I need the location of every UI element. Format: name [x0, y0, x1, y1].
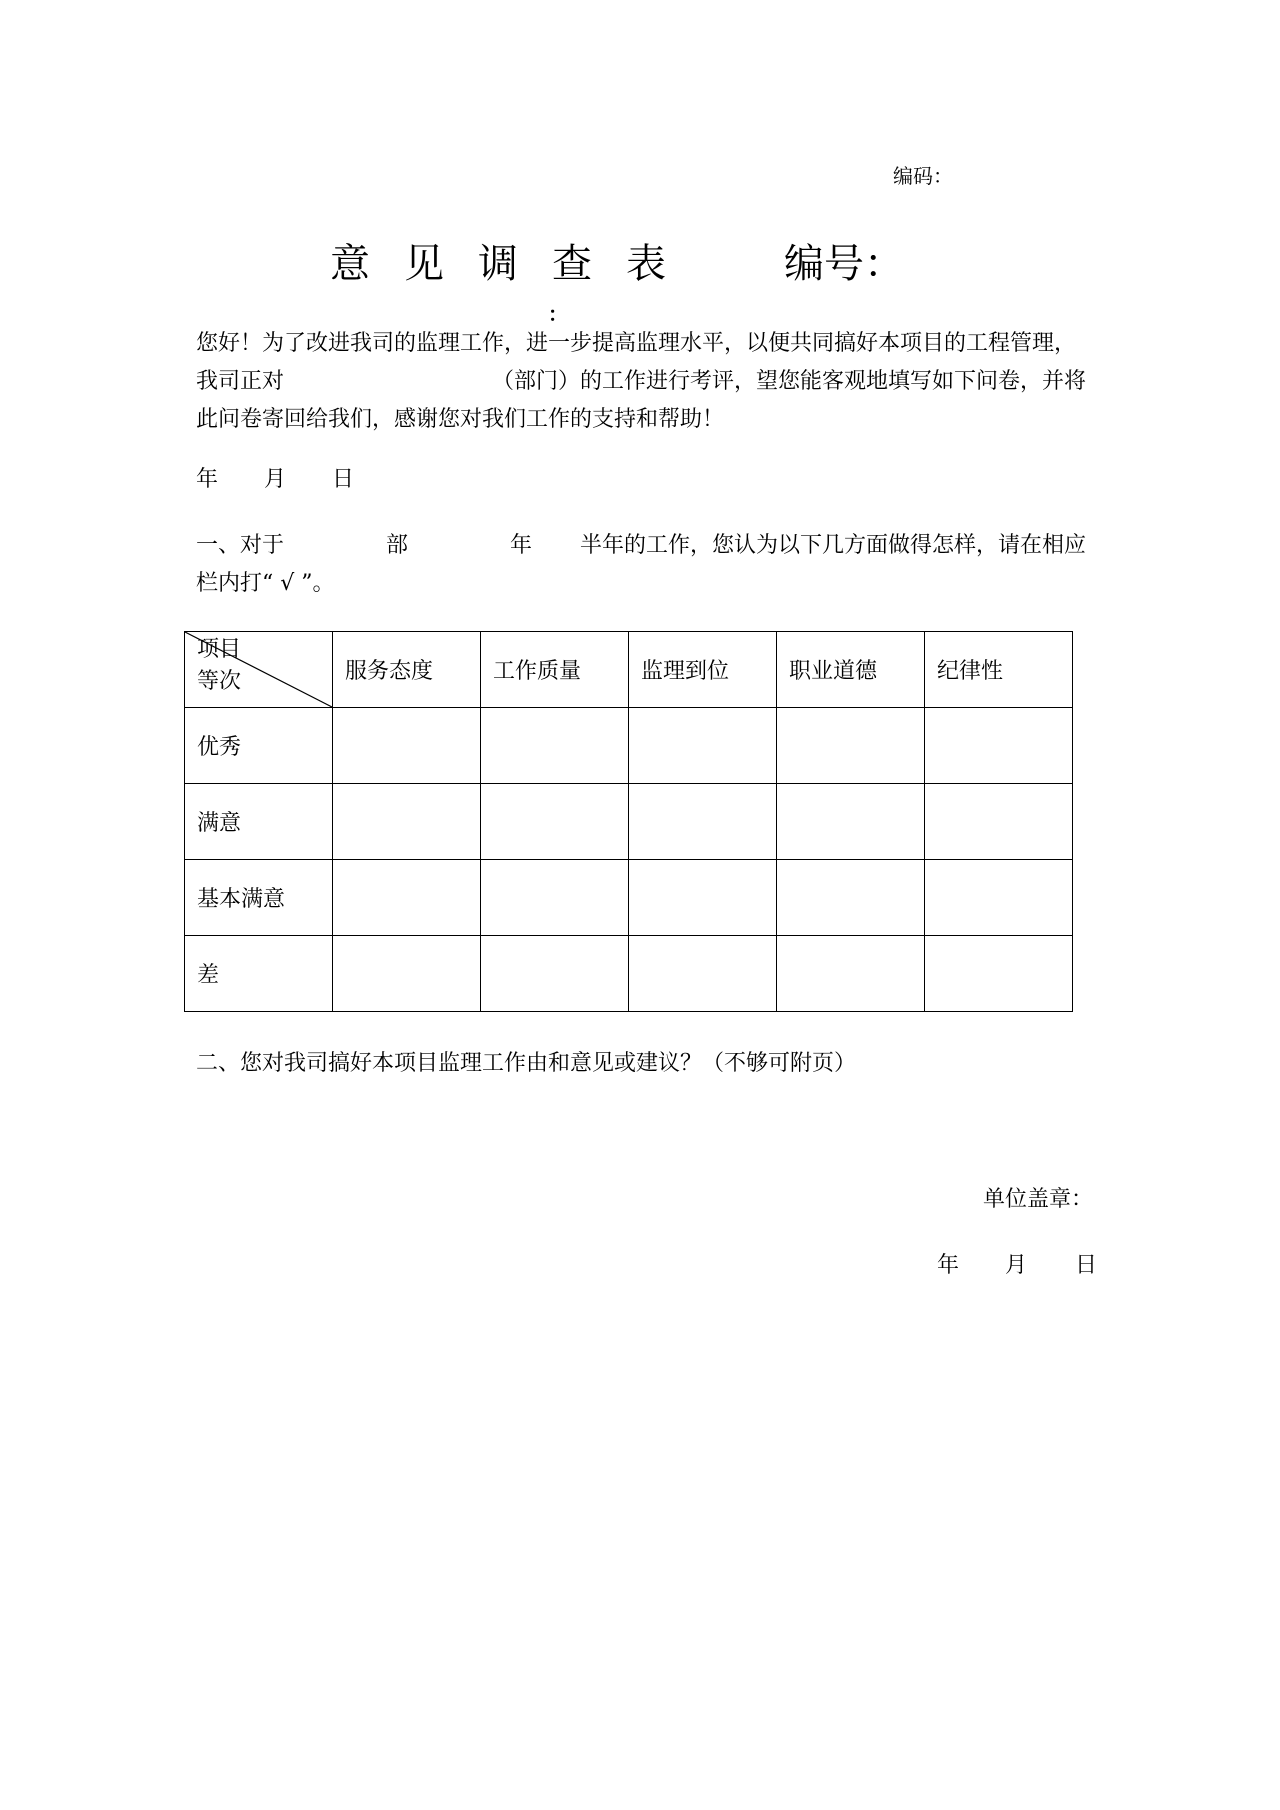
- title-char: 查: [552, 241, 592, 287]
- code-label: 编码：: [893, 164, 953, 188]
- rating-cell[interactable]: [925, 784, 1073, 860]
- rating-cell[interactable]: [629, 936, 777, 1012]
- title-char: 意: [330, 241, 370, 287]
- column-header: 职业道德: [777, 632, 925, 708]
- date-day: 日: [1075, 1253, 1098, 1278]
- date-year: 年: [196, 467, 219, 492]
- page-title: [330, 232, 904, 289]
- section-1-line-2: 栏内打“ √ ”。: [196, 571, 335, 596]
- column-header: 工作质量: [481, 632, 629, 708]
- intro-line: [196, 366, 1106, 398]
- column-header: 服务态度: [333, 632, 481, 708]
- rating-cell[interactable]: [925, 708, 1073, 784]
- rating-cell[interactable]: [333, 784, 481, 860]
- rating-cell[interactable]: [629, 784, 777, 860]
- rating-table: [184, 631, 1073, 1012]
- rating-cell[interactable]: [481, 708, 629, 784]
- section-1-prefix: 一、对于: [196, 533, 285, 558]
- column-header: 监理到位: [629, 632, 777, 708]
- title-char: 表: [626, 241, 666, 287]
- intro-line: [196, 404, 1106, 436]
- rating-cell[interactable]: [333, 708, 481, 784]
- title-char: 见: [404, 241, 444, 287]
- section-1-year: 年: [510, 533, 533, 558]
- rating-cell[interactable]: [925, 936, 1073, 1012]
- rating-cell[interactable]: [629, 860, 777, 936]
- row-header: 满意: [185, 784, 333, 860]
- section-2-question: 二、您对我司搞好本项目监理工作由和意见或建议？（不够可附页）: [196, 1051, 857, 1076]
- section-1-line: [196, 530, 1116, 562]
- date-year: 年: [937, 1253, 960, 1278]
- date-day: 日: [332, 467, 355, 492]
- title-number-label: 编号：: [784, 241, 904, 287]
- rating-cell[interactable]: [777, 708, 925, 784]
- table-header-row: [185, 632, 1073, 708]
- rating-cell[interactable]: [481, 860, 629, 936]
- table-row: [185, 936, 1073, 1012]
- section-1-rest: 半年的工作，您认为以下几方面做得怎样，请在相应: [580, 533, 1087, 558]
- section-1: [196, 530, 1116, 606]
- table-row: [185, 860, 1073, 936]
- intro-line-3: 此问卷寄回给我们，感谢您对我们工作的支持和帮助！: [196, 407, 725, 432]
- rating-cell[interactable]: [777, 784, 925, 860]
- row-header: 差: [185, 936, 333, 1012]
- row-header: 优秀: [185, 708, 333, 784]
- intro-line-1: 您好！为了改进我司的监理工作，进一步提高监理水平，以便共同搞好本项目的工程管理，: [196, 331, 1077, 356]
- corner-item-label: 项目: [197, 637, 242, 662]
- table-row: [185, 784, 1073, 860]
- section-1-line: [196, 568, 1116, 600]
- intro-paragraph: [196, 328, 1106, 442]
- rating-cell[interactable]: [333, 860, 481, 936]
- column-header: 纪律性: [925, 632, 1073, 708]
- rating-cell[interactable]: [925, 860, 1073, 936]
- intro-line-2-end: （部门）的工作进行考评，望您能客观地填写如下问卷，并将: [492, 369, 1087, 394]
- corner-grade-label: 等次: [197, 669, 242, 694]
- intro-line: [196, 328, 1106, 360]
- table-corner-cell: [185, 632, 333, 708]
- section-1-dept: 部: [386, 533, 409, 558]
- date-month: 月: [264, 467, 287, 492]
- intro-line-2-start: 我司正对: [196, 369, 285, 394]
- seal-label: 单位盖章：: [983, 1187, 1094, 1212]
- stray-colon: ：: [548, 302, 568, 326]
- rating-cell[interactable]: [481, 784, 629, 860]
- row-header: 基本满意: [185, 860, 333, 936]
- rating-cell[interactable]: [777, 860, 925, 936]
- rating-cell[interactable]: [481, 936, 629, 1012]
- rating-cell[interactable]: [629, 708, 777, 784]
- rating-cell[interactable]: [777, 936, 925, 1012]
- table-row: [185, 708, 1073, 784]
- rating-cell[interactable]: [333, 936, 481, 1012]
- date-month: 月: [1005, 1253, 1028, 1278]
- title-char: 调: [478, 241, 518, 287]
